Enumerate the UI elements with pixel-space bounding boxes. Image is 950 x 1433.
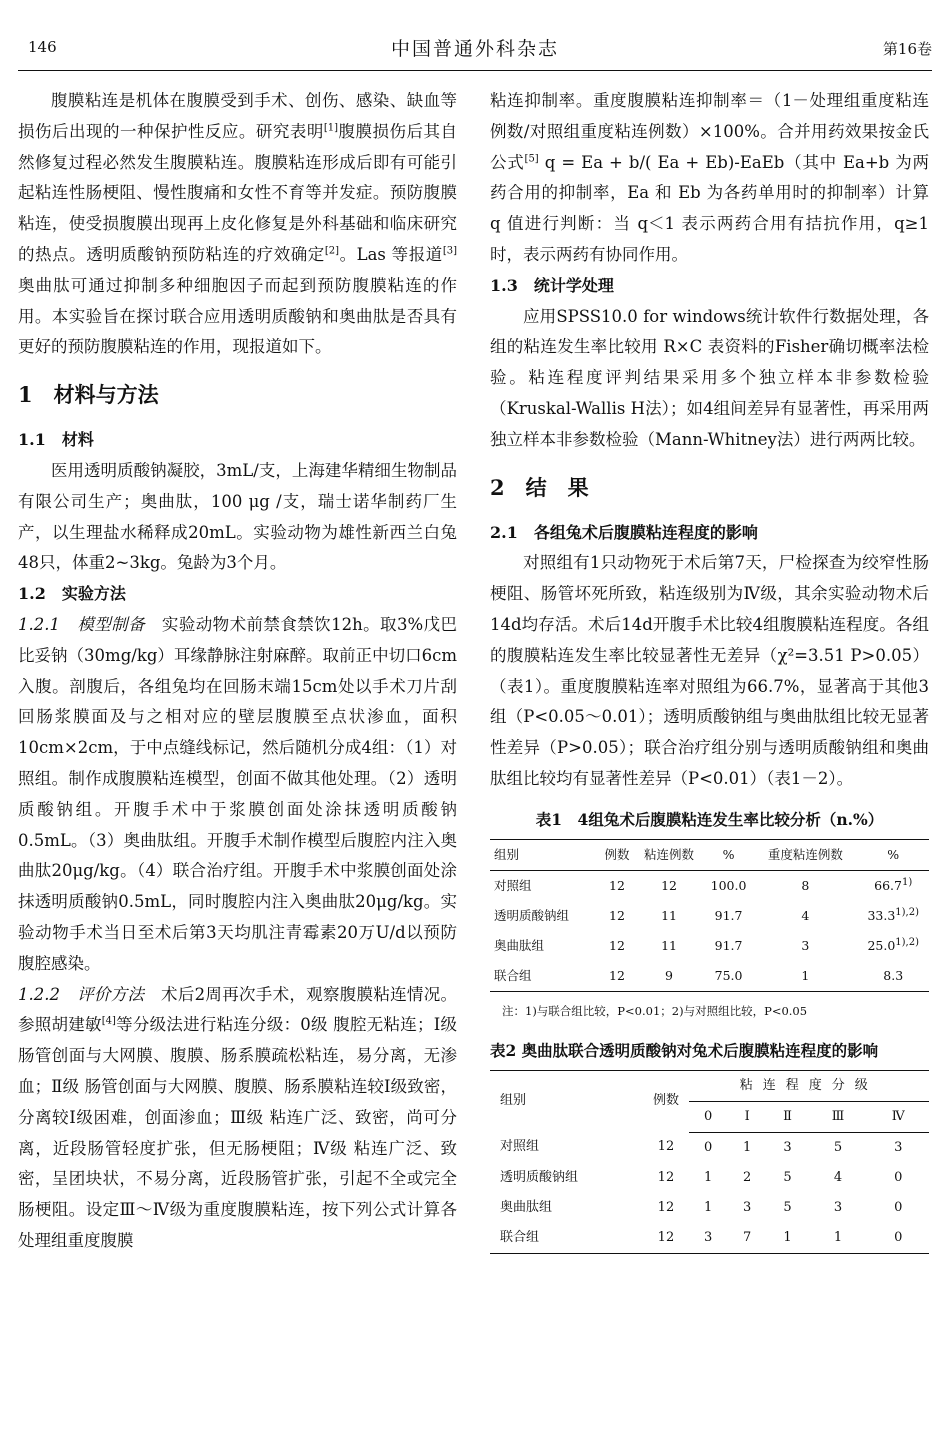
table-cell: 11: [661, 937, 677, 953]
table-2-header-n: 例数: [643, 1070, 688, 1132]
section-1-heading: 1 材料与方法: [18, 382, 159, 408]
citation-3: [3]: [442, 245, 457, 257]
table-cell: 奥曲肽组: [500, 1199, 553, 1215]
table-cell: 透明质酸钠组: [494, 907, 570, 923]
grade-label: Ⅰ: [728, 1101, 767, 1132]
grade-label: 0: [689, 1101, 728, 1132]
table-cell: 11: [661, 907, 677, 923]
table-cell: 12: [609, 937, 625, 953]
table-cell: 12: [609, 907, 625, 923]
statistics-paragraph: 应用SPSS10.0 for windows统计软件行数据处理，各组的粘连发生率比较用 R×C 表资料的Fisher确切概率法检验。粘连程度评判结果采用多个独立样本非参数检验（Kruskal-Wallis H法）；如4组间差异有显著性，再采用两独立样本非参数检验（Mann-Whitney法）进行两两比较。: [490, 306, 929, 449]
table-cell: [857, 961, 929, 992]
cell-value: 66.7: [874, 877, 902, 893]
cell-value: 25.0: [867, 937, 896, 953]
citation-4: [4]: [101, 1015, 116, 1027]
section-2-heading: 2 结 果: [490, 474, 589, 500]
table-cell: 5: [783, 1169, 792, 1185]
table-cell: 0: [894, 1199, 903, 1215]
table-cell: 12: [661, 877, 677, 893]
model-text: 实验动物术前禁食禁饮12h。取3%戊巴比妥钠（30mg/kg）耳缘静脉注射麻醉。取前正中切口6cm入腹。剖腹后，各组兔均在回肠末端15cm处以手术刀片刮回肠浆膜面及与之相对应的壁层腹膜至点状渗血，面积10cm×2cm，于中点缝线标记，然后随机分成4组：（1）对照组。制作成腹膜粘连模型，创面不做其他处理。（2）透明质酸钠组。开腹手术中于浆膜创面处涂抹透明质酸钠0.5mL。（3）奥曲肽组。开腹手术制作模型后腹腔内注入奥曲肽20μg/kg。（4）联合治疗组。开腹手术中浆膜创面处涂抹透明质酸钠0.5mL，同时腹腔内注入奥曲肽20μg/kg。实验动物手术当日至术后第3天均肌注青霉素20万U/d以预防腹腔感染。: [18, 614, 457, 973]
intro-text-1: 腹膜粘连是机体在腹膜受到手术、创伤、感染、缺血等损伤后出现的一种保护性反应。研究表明: [18, 91, 457, 141]
grade-label: Ⅱ: [767, 1101, 809, 1132]
intro-text-3: 。Las 等报道: [339, 244, 443, 264]
table-cell: 3: [801, 937, 810, 953]
formula-text-1: 粘连抑制率。重度腹膜粘连抑制率＝（1－处理组重度粘连例数/对照组重度粘连例数）×100%。合并用药效果按金氏公式: [490, 91, 929, 172]
table-cell: 4: [801, 907, 810, 923]
table-cell: 1: [753, 961, 857, 992]
table-1-note: 注：1)与联合组比较，P<0.01；2)与对照组比较，P<0.05: [502, 1003, 808, 1018]
table-row: [490, 870, 929, 901]
table-cell: 12: [657, 1169, 675, 1185]
table-row: [490, 931, 929, 961]
page-number: 146: [28, 38, 57, 56]
table-cell: 75.0: [704, 961, 754, 992]
table-cell: 12: [600, 961, 635, 992]
table-cell: [857, 931, 929, 961]
table-row: [490, 961, 929, 992]
table-cell: 3: [894, 1139, 903, 1155]
right-column: [490, 86, 929, 1254]
grade-label: Ⅲ: [808, 1101, 867, 1132]
table-1: [490, 839, 929, 992]
table-cell: 7: [728, 1223, 767, 1254]
table-row: [490, 901, 929, 931]
table-2-caption: 表2 奥曲肽联合透明质酸钠对兔术后腹膜粘连程度的影响: [490, 1040, 879, 1060]
table-cell: 91.7: [714, 937, 743, 953]
page-header: [18, 0, 932, 78]
evaluation-text-2: 等分级法进行粘连分级：0级 腹腔无粘连；Ⅰ级 肠管创面与大网膜、腹膜、肠系膜疏松粘连，易分离，无渗血；Ⅱ级 肠管创面与大网膜、腹膜、肠系膜粘连较Ⅰ级致密，分离较Ⅰ级困难，创面渗血；Ⅲ级 粘连广泛、致密，尚可分离，近段肠管轻度扩张，但无肠梗阻；Ⅳ级 粘连广泛、致密，呈团块状，不易分离，近段肠管扩张，引起不全或完全肠梗阻。设定Ⅲ～Ⅳ级为重度腹膜粘连，按下列公式计算各处理组重度腹膜: [18, 1015, 457, 1250]
table-cell: 透明质酸钠组: [500, 1169, 579, 1185]
table-cell: [857, 901, 929, 931]
table-cell: 12: [657, 1199, 675, 1215]
table-cell: 0: [868, 1223, 929, 1254]
formula-paragraph: [490, 86, 929, 271]
table-cell: 1: [767, 1223, 809, 1254]
table-cell: 2: [743, 1169, 752, 1185]
table-cell: 100.0: [710, 877, 747, 893]
table-cell: 91.7: [714, 907, 743, 923]
table-2-header-group: 组别: [490, 1070, 643, 1132]
table-1-header-row: [490, 839, 929, 870]
citation-1: [1]: [323, 122, 339, 134]
intro-paragraph: [18, 86, 457, 363]
table-cell: 1: [808, 1223, 867, 1254]
formula-text-2: q = Ea + b/( Ea + Eb)-EaEb（其中 Ea+b 为两药合用的抑制率，Ea 和 Eb 为各药单用时的抑制率）计算 q 值进行判断：当 q＜1 表示两药合用有拮抗作用，q≥1 时，表示两药有协同作用。: [490, 152, 929, 264]
table-cell: 5: [783, 1199, 792, 1215]
cell-value: 33.3: [867, 907, 896, 923]
evaluation-paragraph: [18, 980, 457, 1257]
table-1-caption: 表1 4组兔术后腹膜粘连发生率比较分析（n.%）: [535, 809, 884, 829]
table-cell: 联合组: [490, 961, 600, 992]
table-cell: 3: [783, 1139, 792, 1155]
citation-5: [5]: [524, 153, 539, 165]
table-2: [490, 1070, 929, 1254]
table-1-header: 粘连例数: [634, 839, 703, 870]
table-row: [490, 1193, 929, 1223]
table-cell: 9: [634, 961, 703, 992]
table-cell: 奥曲肽组: [494, 937, 545, 953]
table-cell: 4: [833, 1169, 843, 1185]
table-1-header: 重度粘连例数: [753, 839, 857, 870]
table-cell: 1: [703, 1169, 713, 1185]
volume-label: 第16卷: [882, 40, 932, 58]
cell-value: 8.3: [883, 967, 904, 983]
section-2-1-heading: 2.1 各组兔术后腹膜粘连程度的影响: [490, 522, 758, 542]
results-paragraph: 对照组有1只动物死于术后第7天，尸检探查为绞窄性肠梗阻、肠管坏死所致，粘连级别为Ⅳ级，其余实验动物术后14d均存活。术后14d开腹手术比较4组腹膜粘连程度。各组的腹膜粘连发生率比较显著性无差异（χ²=3.51 P>0.05）（表1）。重度腹膜粘连率对照组为66.7%，显著高于其他3组（P<0.05～0.01）；透明质酸钠组与奥曲肽组比较无显著性差异（P>0.05）；联合治疗组分别与透明质酸钠组和奥曲肽组比较均有显著性差异（P<0.01）（表1－2）。: [490, 553, 929, 788]
table-cell: 3: [689, 1223, 728, 1254]
table-cell: 对照组: [500, 1139, 540, 1155]
citation-2: [2]: [324, 245, 340, 257]
left-column: [18, 86, 457, 1257]
cell-note: 1): [902, 876, 913, 888]
table-cell: 1: [703, 1199, 713, 1215]
table-cell: 5: [833, 1139, 843, 1155]
table-row: [490, 1223, 929, 1254]
evaluation-text-1: 术后2周再次手术，观察腹膜粘连情况。参照胡建敏: [18, 984, 458, 1035]
intro-text-2: 腹膜损伤后其自然修复过程必然发生腹膜粘连。腹膜粘连形成后即有可能引起粘连性肠梗阻、慢性腹痛和女性不育等并发症。预防腹膜粘连，使受损腹膜出现再上皮化修复是外科基础和临床研究的热点。透明质酸钠预防粘连的疗效确定: [18, 121, 458, 264]
table-cell: 12: [643, 1223, 688, 1254]
table-1-header: 组别: [490, 839, 600, 870]
table-1-header: 例数: [600, 839, 635, 870]
cell-note: 1),2): [895, 906, 919, 918]
header-rule: [18, 70, 932, 71]
table-cell: 3: [743, 1199, 752, 1215]
cell-note: 1),2): [895, 936, 919, 948]
table-row: [490, 1163, 929, 1193]
table-row: [490, 1132, 929, 1163]
journal-title: 中国普通外科杂志: [390, 38, 559, 60]
table-cell: 0: [894, 1169, 903, 1185]
table-1-header: %: [857, 839, 929, 870]
table-cell: 12: [657, 1139, 675, 1155]
table-2-grade-header: 粘连程度分级: [689, 1070, 929, 1101]
table-cell: 1: [743, 1139, 752, 1155]
section-1-1-heading: 1.1 材料: [18, 430, 94, 450]
table-cell: 0: [703, 1139, 713, 1155]
materials-paragraph: 医用透明质酸钠凝胶，3mL/支，上海建华精细生物制品有限公司生产；奥曲肽，100 μg /支，瑞士诺华制药厂生产，以生理盐水稀释成20mL。实验动物为雄性新西兰白兔48只，体重2~3kg。兔龄为3个月。: [18, 460, 457, 573]
model-label: 1.2.1 模型制备: [18, 614, 145, 634]
table-cell: 对照组: [494, 877, 532, 893]
intro-text-4: 奥曲肽可通过抑制多种细胞因子而起到预防腹膜粘连的作用。本实验旨在探讨联合应用透明质酸钠和奥曲肽是否具有更好的预防腹膜粘连的作用，现报道如下。: [18, 275, 457, 357]
table-2-header-row: [490, 1070, 929, 1101]
table-cell: 12: [609, 877, 625, 893]
grade-label: Ⅳ: [868, 1101, 929, 1132]
table-cell: 8: [801, 877, 810, 893]
table-cell: [857, 870, 929, 901]
section-1-2-heading: 1.2 实验方法: [18, 584, 126, 604]
section-1-3-heading: 1.3 统计学处理: [490, 275, 614, 295]
table-cell: 联合组: [490, 1223, 643, 1254]
table-1-header: %: [704, 839, 754, 870]
evaluation-label: 1.2.2 评价方法: [18, 984, 145, 1004]
table-cell: 3: [833, 1199, 843, 1215]
model-paragraph: [18, 610, 457, 980]
